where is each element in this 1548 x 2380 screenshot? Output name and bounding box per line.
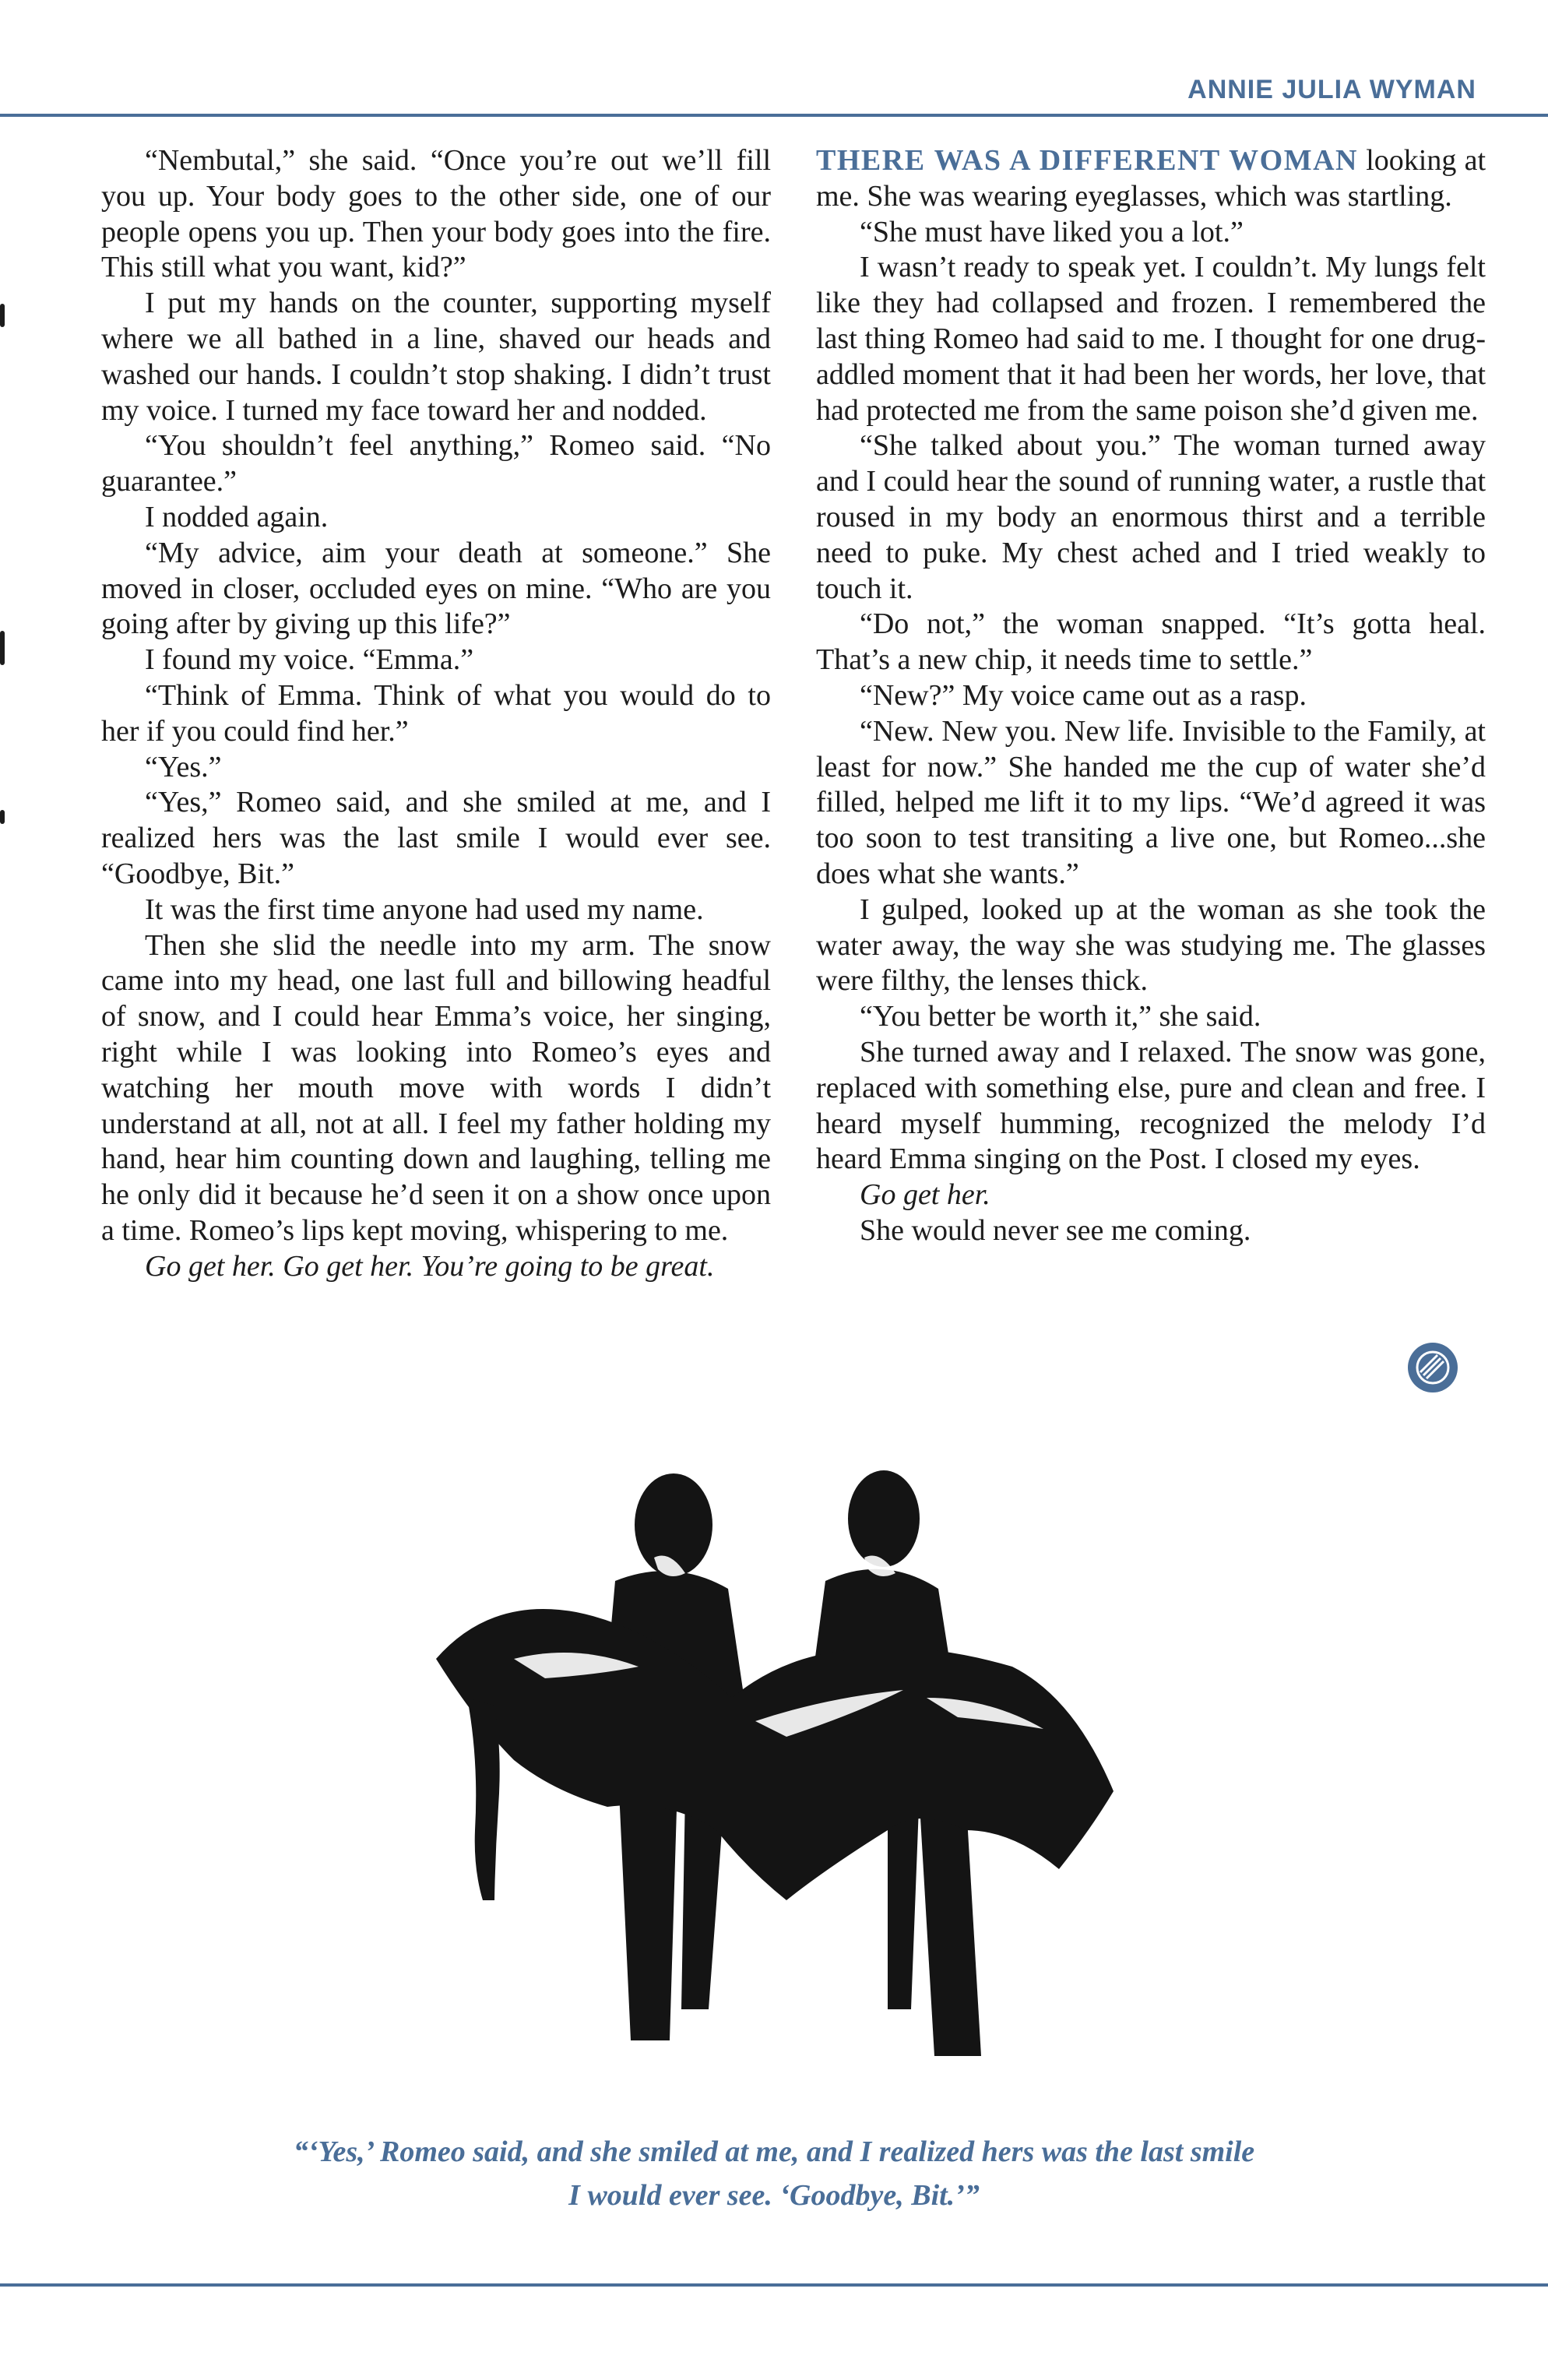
draped-sheet	[436, 1609, 1114, 1900]
end-of-story-icon	[1406, 1341, 1459, 1394]
paragraph: I wasn’t ready to speak yet. I couldn’t. My lungs felt like they had collapsed and frozen. I remembered the last thing Romeo had said to me. I thought for one drug-addled moment that it had been her words, her love, that had protected me from the same poison she’d given me.	[816, 251, 1486, 427]
paragraph: I found my voice. “Emma.”	[145, 643, 474, 677]
dangling-arm	[467, 1698, 500, 1900]
left-text-column	[101, 143, 771, 1285]
paragraph: Then she slid the needle into my arm. The snow came into my head, one last full and billowing headful of snow, and I could hear Emma’s voice, her singing, right while I was looking into Romeo’s eyes and watching her mouth move with words I didn’t understand at all, not at all. I feel my father holding my hand, hear him counting down and laughing, telling me he only did it because he’d seen it on a show once upon a time. Romeo’s lips kept moving, whispering to me.	[101, 928, 771, 1247]
paragraph: I nodded again.	[145, 500, 329, 533]
paragraph: “You shouldn’t feel anything,” Romeo said. “No guarantee.”	[101, 429, 771, 498]
paragraph: I gulped, looked up at the woman as she took the water away, the way she was studying me. The glasses were filthy, the lenses thick.	[816, 892, 1486, 998]
margin-mark	[0, 631, 5, 665]
paragraph: She turned away and I relaxed. The snow was gone, replaced with something else, pure and clean and free. I heard myself humming, recognized the melody I’d heard Emma singing on the Post. I closed my eyes.	[816, 1035, 1486, 1176]
paragraph: “Do not,” the woman snapped. “It’s gotta heal. That’s a new chip, it needs time to settle.”	[816, 607, 1486, 677]
closing-italic-line: Go get her. Go get her. You’re going to be great.	[145, 1249, 715, 1283]
paragraph: “New?” My voice came out as a rasp.	[860, 678, 1307, 712]
opening-paragraph-text: looking at me. She was wearing eyeglasses, which was startling.	[816, 144, 1486, 213]
paragraph: “You better be worth it,” she said.	[860, 1000, 1261, 1033]
paragraph: “Yes,” Romeo said, and she smiled at me, and I realized hers was the last smile I would ever see. “Goodbye, Bit.”	[101, 786, 771, 890]
final-line: She would never see me coming.	[860, 1213, 1251, 1247]
ink-illustration-two-figures-carrying-body	[420, 1464, 1121, 2118]
paragraph: It was the first time anyone had used my name.	[145, 892, 704, 926]
paragraph: “My advice, aim your death at someone.” She moved in closer, occluded eyes on mine. “Who are you going after by giving up this life?”	[101, 536, 771, 641]
margin-mark	[0, 304, 5, 327]
section-opening-paragraph	[816, 143, 1486, 215]
footer-rule	[0, 2283, 1548, 2287]
paragraph: “She talked about you.” The woman turned away and I could hear the sound of running water, a rustle that roused in my body an enormous thirst and a terrible need to puke. My chest ached and I tried weakly to touch it.	[816, 429, 1486, 605]
paragraph: “New. New you. New life. Invisible to the Family, at least for now.” She handed me the cup of water she’d filled, helped me lift it to my lips. “We’d agreed it was too soon to test transiting a live one, but Romeo...she does what she wants.”	[816, 714, 1486, 890]
right-figure-legs	[919, 1791, 981, 2056]
running-header-author: ANNIE JULIA WYMAN	[1187, 75, 1476, 104]
pull-quote-line: “‘Yes,’ Romeo said, and she smiled at me, and I realized hers was the last smile	[293, 2135, 1255, 2168]
pull-quote	[140, 2130, 1408, 2217]
section-lead-in: THERE WAS A DIFFERENT WOMAN	[816, 144, 1358, 177]
paragraph: “Think of Emma. Think of what you would do to her if you could find her.”	[101, 678, 771, 748]
right-text-column	[816, 143, 1486, 1249]
paragraph: I put my hands on the counter, supporting myself where we all bathed in a line, shaved our heads and washed our hands. I couldn’t stop shaking. I didn’t trust my voice. I turned my face toward her and nodded.	[101, 287, 771, 427]
right-figure-head	[848, 1470, 920, 1567]
header-rule	[0, 114, 1548, 117]
paragraph: “She must have liked you a lot.”	[860, 215, 1244, 248]
left-figure-legs	[619, 1783, 677, 2040]
paragraph: “Yes.”	[145, 750, 222, 783]
italic-line: Go get her.	[860, 1178, 990, 1212]
pull-quote-line: I would ever see. ‘Goodbye, Bit.’”	[568, 2179, 980, 2212]
margin-mark	[0, 810, 5, 824]
paragraph: “Nembutal,” she said. “Once you’re out we’ll fill you up. Your body goes to the other side, one of our people opens you up. Then your body goes into the fire. This still what you want, kid?”	[101, 144, 771, 284]
